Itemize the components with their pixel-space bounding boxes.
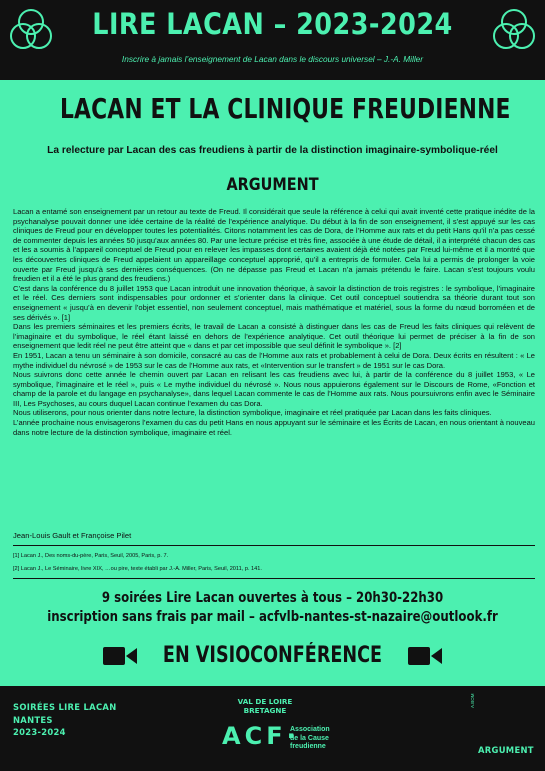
footer-argument-label: ARGUMENT [478,745,534,755]
divider [13,545,535,546]
header-band [0,0,545,80]
section-title: ARGUMENT [226,175,319,195]
footer-event-info: SOIRÉES LIRE LACAN NANTES 2023-2024 [13,702,117,737]
page-title: LACAN ET LA CLINIQUE FREUDIENNE [59,92,511,125]
design-credit: A.BOM [470,693,475,708]
paragraph: L’année prochaine nous envisagerons l’examen du cas du petit Hans en nous appuyant sur le séminaire et les Écrits de Lacan, en nous orientant à nouveau dans notre lecture de la distinction symbolique, imaginaire et réel. [13,418,535,437]
acf-logo: ACF· [222,722,300,750]
registration-line: inscription sans frais par mail – acfvlb-nantes-st-nazaire@outlook.fr [47,609,498,625]
argument-body [13,207,535,437]
divider [13,578,535,579]
video-camera-icon [408,647,442,665]
paragraph: Lacan a entamé son enseignement par un retour au texte de Freud. Il considérait que seule la référence à celui qui avait inventé cette pratique inédite de la psychanalyse pouvait donner une idée certaine de la réalité de l’expérience analytique. Du début à la fin de son enseignement, il s’est appuyé sur les cas cliniques de Freud pour en développer toutes les potentialités. Citons notamment les cas de Dora, de l’Homme aux rats et du petit Hans qu’il n’a pas cessé de commenter depuis les années 50 jusqu’aux années 80. Par une lecture précise et très fine, associée à une étude de détail, il a interprété chacun des cas et les a soumis à l’appareil conceptuel de Freud pour en relever les impasses dont certaines avaient déjà été notées par Freud lui-même et il a montré que les découvertes cliniques de Freud appelaient un appareillage conceptuel approprié, qu’il a entrepris de formuler. Cela lui a permis de prolonger la voie ouverte par Freud jusqu’à ses dernières conséquences. (On ne dépasse pas Freud et Lacan n’a jamais prétendu le faire. Lacan s’est toujours voulu freudien et il a été le plus grand des freudiens.) [13,207,535,284]
signature: Jean-Louis Gault et Françoise Pilet [13,531,132,540]
acf-region: VAL DE LOIRE BRETAGNE [237,697,293,715]
acf-description: Association de la Cause freudienne [290,726,330,750]
header-quote: Inscrire à jamais l’enseignement de Lacan dans le discours universel – J.-A. Miller [121,54,424,64]
borromean-rings-icon [490,6,538,54]
schedule-line: 9 soirées Lire Lacan ouvertes à tous – 20h30-22h30 [101,590,444,606]
footer-band [0,686,545,771]
paragraph: C’est dans la conférence du 8 juillet 1953 que Lacan introduit une innovation théorique, à savoir la distinction de trois registres : le symbolique, l’imaginaire et le réel. Ces derniers sont indispensables pour ordonner et s’orienter dans la clinique. Cet outil conceptuel soutiendra sa théorie durant tout son enseignement « jusqu’à en devenir l’objet essentiel, non seulement conceptuel, mais mathématique et matériel, sous la forme du nœud borroméen et de ses dérivés ». [1] [13,283,535,322]
footnote: [2] Lacan J., Le Séminaire, livre XIX, …ou pire, texte établi par J.-A. Miller, Paris, Seuil, 2011, p. 141. [13,566,262,572]
page-subtitle: La relecture par Lacan des cas freudiens à partir de la distinction imaginaire-symbolique-réel [47,145,498,156]
visio-banner [0,641,545,671]
header-title: LIRE LACAN – 2023-2024 [92,7,453,41]
paragraph: Nous utiliserons, pour nous orienter dans notre lecture, la distinction symbolique, imaginaire et réel pratiquée par Lacan dans les faits cliniques. [13,408,492,418]
paragraph: En 1951, Lacan a tenu un séminaire à son domicile, consacré au cas de l’Homme aux rats et probablement à celui de Dora. Deux écrits en résultent : « Le mythe individuel du névrosé » de 1953 sur le cas de l’Homme aux rats, et «Intervention sur le transfert » de 1951 sur le cas Dora. [13,350,535,370]
paragraph: Nous suivrons donc cette année le chemin ouvert par Lacan en relisant les cas freudiens avec lui, à partir de la conférence du 8 juillet 1953, « Le symbolique, l’imaginaire et le réel », puis « Le mythe individuel du névrosé ». Nous nous appuierons également sur le Discours de Rome, «Fonction et champ de la parole et du langage en psychanalyse», dans lequel Lacan commente le cas de l’Homme aux rats. Nous poursuivrons enfin avec le Séminaire III, Les Psychoses, au cours duquel Lacan continue l’examen du cas Dora. [13,370,535,408]
visio-label: EN VISIOCONFÉRENCE [162,643,383,668]
footnote: [1] Lacan J., Des noms-du-père, Paris, Seuil, 2005, Paris, p. 7. [13,553,169,559]
paragraph: Dans les premiers séminaires et les premiers écrits, le travail de Lacan a consisté à distinguer dans les cas de Freud les faits cliniques qui relèvent de l’imaginaire et du symbolique, le réel étant laissé en dehors de l’expérience analytique. Cet outil théorique lui permet de préciser à la fin de son enseignement que ledit réel ne peut être atteint que « dans et par cet impossible que seul définit le symbolique ». [2] [13,322,535,351]
